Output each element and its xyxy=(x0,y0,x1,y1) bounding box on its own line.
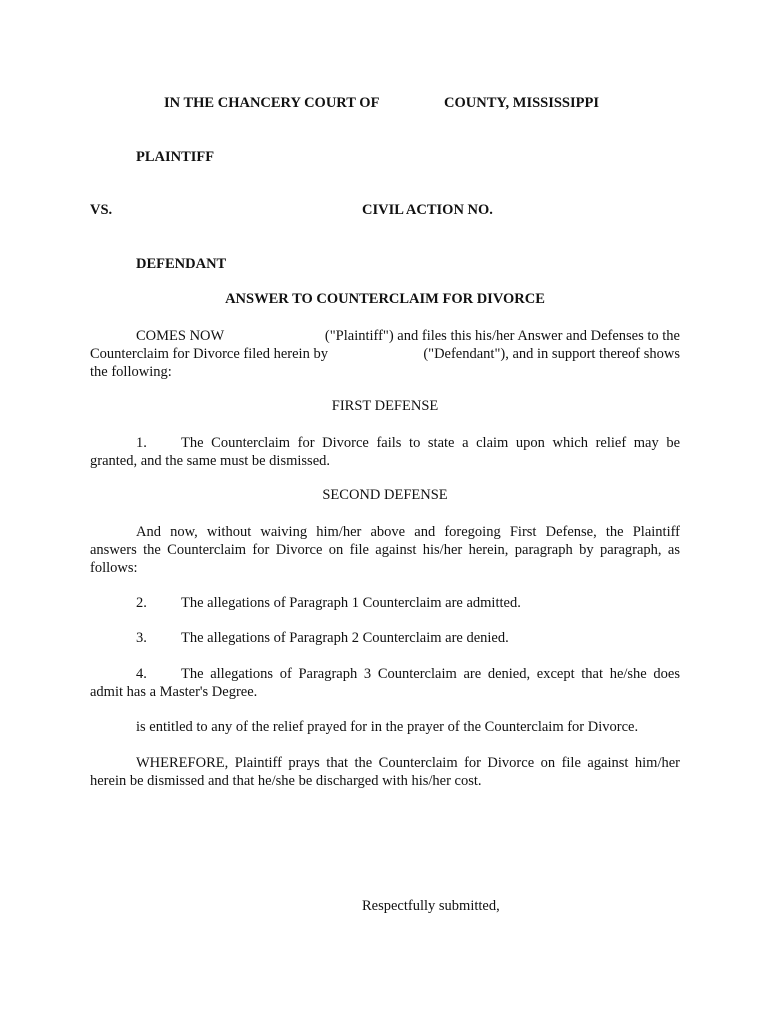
paragraph-number: 3. xyxy=(136,630,147,646)
court-heading: IN THE CHANCERY COURT OF xyxy=(164,95,380,111)
county-heading: COUNTY, MISSISSIPPI xyxy=(444,95,599,111)
second-defense-paragraph xyxy=(90,523,680,577)
document-title: ANSWER TO COUNTERCLAIM FOR DIVORCE xyxy=(225,291,545,307)
wherefore-paragraph xyxy=(90,754,680,790)
intro-line2-rest: ("Defendant"), and in support thereof shows xyxy=(423,346,680,362)
intro-paragraph xyxy=(90,327,680,381)
paragraph-1-line2: granted, and the same must be dismissed. xyxy=(90,453,331,469)
paragraph-number: 1. xyxy=(136,435,147,451)
wherefore-line1: WHEREFORE, Plaintiff prays that the Counterclaim for Divorce on file against him/her xyxy=(136,755,680,771)
wherefore-line2: herein be dismissed and that he/she be discharged with his/her cost. xyxy=(90,773,482,789)
paragraph-number: 2. xyxy=(136,595,147,611)
vs-label: VS. xyxy=(90,202,113,218)
defendant-label: DEFENDANT xyxy=(136,256,227,272)
paragraph-1 xyxy=(90,434,680,470)
paragraph-1-line1: The Counterclaim for Divorce fails to state a claim upon which relief may be xyxy=(181,435,680,451)
paragraph-2-text: The allegations of Paragraph 1 Counterclaim are admitted. xyxy=(181,595,521,611)
second-defense-line3: follows: xyxy=(90,560,138,576)
comes-now-text: COMES NOW xyxy=(136,328,225,344)
paragraph-4-line1: The allegations of Paragraph 3 Counterclaim are denied, except that he/she does xyxy=(181,666,680,682)
civil-action-label: CIVIL ACTION NO. xyxy=(362,202,493,218)
respectfully-submitted: Respectfully submitted, xyxy=(362,898,500,914)
relief-line: is entitled to any of the relief prayed for in the prayer of the Counterclaim for Divorce. xyxy=(136,719,639,735)
paragraph-4-line2: admit has a Master's Degree. xyxy=(90,684,258,700)
second-defense-line1: And now, without waiving him/her above and foregoing First Defense, the Plaintiff xyxy=(136,524,680,540)
paragraph-4 xyxy=(90,665,680,701)
intro-line3: the following: xyxy=(90,364,172,380)
paragraph-3-text: The allegations of Paragraph 2 Counterclaim are denied. xyxy=(181,630,509,646)
paragraph-number: 4. xyxy=(136,666,147,682)
first-defense-heading: FIRST DEFENSE xyxy=(331,398,439,414)
intro-line2-start: Counterclaim for Divorce filed herein by xyxy=(90,346,328,362)
second-defense-line2: answers the Counterclaim for Divorce on file against his/her herein, paragraph by paragraph, as xyxy=(90,542,680,558)
second-defense-heading: SECOND DEFENSE xyxy=(322,487,448,503)
intro-line1-rest: ("Plaintiff") and files this his/her Answer and Defenses to the xyxy=(324,328,680,344)
plaintiff-label: PLAINTIFF xyxy=(136,149,215,165)
